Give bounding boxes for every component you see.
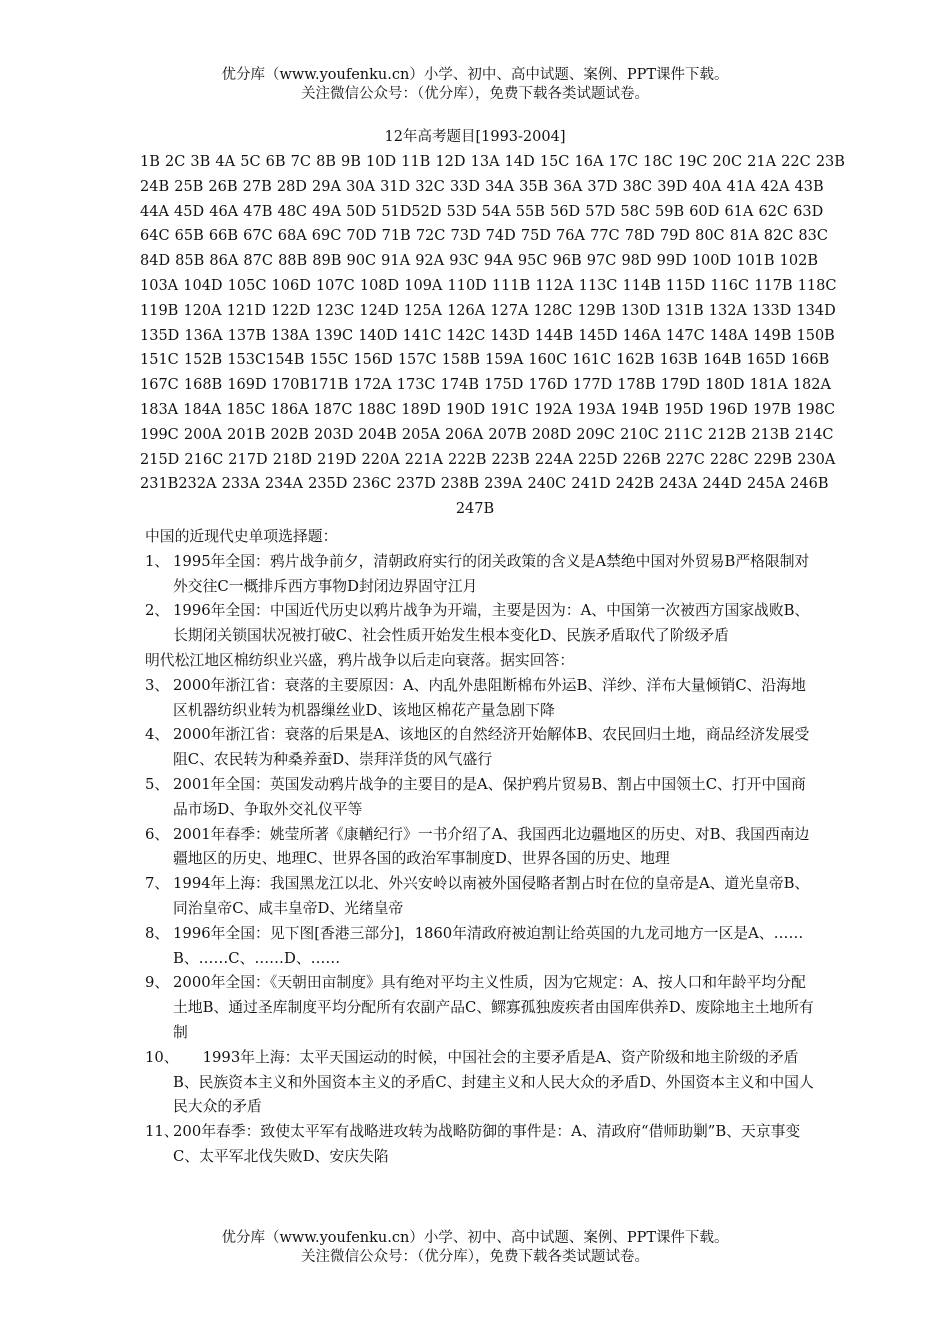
document-title: 12年高考题目[1993-2004] bbox=[384, 129, 566, 145]
answer-line: 231B232A 233A 234A 235D 236C 237D 238B 239A 240C 241D 242B 243A 244D 245A 246B bbox=[140, 476, 829, 493]
answer-line: 183A 184A 185C 186A 187C 188C 189D 190D 191C 192A 193A 194B 195D 196D 197B 198C bbox=[140, 401, 836, 418]
footer-line-2: 关注微信公众号：（优分库），免费下载各类试题试卷。 bbox=[301, 1249, 649, 1265]
question-text: 200年春季：致使太平军有战略进攻转为战略防御的事件是：A、清政府“借师助剿”B、天京事变C、太平军北伐失败D、安庆失陷 bbox=[173, 1123, 801, 1165]
question-item bbox=[145, 823, 820, 873]
question-number: 6、 bbox=[145, 825, 170, 843]
answer-line: 135D 136A 137B 138A 139C 140D 141C 142C 143D 144B 145D 146A 147C 148A 149B 150B bbox=[140, 327, 835, 344]
answer-line: 199C 200A 201B 202B 203D 204B 205A 206A 207B 208D 209C 210C 211C 212B 213B 214C bbox=[140, 426, 834, 443]
question-number: 4、 bbox=[145, 726, 170, 744]
question-number: 2、 bbox=[145, 602, 170, 620]
answer-key bbox=[140, 150, 845, 522]
header-line-2: 关注微信公众号：（优分库），免费下载各类试题试卷。 bbox=[301, 86, 649, 102]
answer-line: 151C 152B 153C154B 155C 156D 157C 158B 159A 160C 161C 162B 163B 164B 165D 166B bbox=[140, 352, 830, 369]
question-text: 1996年全国：中国近代历史以鸦片战争为开端，主要是因为：A、中国第一次被西方国家战败B、长期闭关锁国状况被打破C、社会性质开始发生根本变化D、民族矛盾取代了阶级矛盾 bbox=[173, 602, 810, 645]
question-item bbox=[145, 599, 820, 649]
header-line-1: 优分库（www.youfenku.cn）小学、初中、高中试题、案例、PPT课件下载。 bbox=[221, 67, 729, 83]
question-text: 1993年上海：太平天国运动的时候，中国社会的主要矛盾是A、资产阶级和地主阶级的矛盾B、民族资本主义和外国资本主义的矛盾C、封建主义和人民大众的矛盾D、外国资本主义和中国人民大众的矛盾 bbox=[173, 1048, 814, 1116]
question-number: 1、 bbox=[145, 552, 170, 570]
question-item bbox=[145, 773, 820, 823]
question-item bbox=[145, 872, 820, 922]
question-item bbox=[145, 674, 820, 724]
answer-line: 64C 65B 66B 67C 68A 69C 70D 71B 72C 73D 74D 75D 76A 77C 78D 79D 80C 81A 82C 83C bbox=[140, 228, 828, 245]
answer-line: 167C 168B 169D 170B171B 172A 173C 174B 175D 176D 177D 178B 179D 180D 181A 182A bbox=[140, 377, 831, 394]
question-text: 2000年全国：《天朝田亩制度》具有绝对平均主义性质，因为它规定：A、按人口和年龄平均分配土地B、通过圣库制度平均分配所有农副产品C、鳏寡孤独废疾者由国库供养D、废除地主土地所有制 bbox=[173, 974, 814, 1041]
question-item bbox=[145, 971, 820, 1045]
page-header bbox=[0, 66, 950, 104]
answer-line: 24B 25B 26B 27B 28D 29A 30A 31D 32C 33D 34A 35B 36A 37D 38C 39D 40A 41A 42A 43B bbox=[140, 178, 824, 195]
section-note: 明代松江地区棉纺织业兴盛，鸦片战争以后走向衰落。据实回答： bbox=[145, 651, 575, 669]
answer-line: 84D 85B 86A 87C 88B 89B 90C 91A 92A 93C 94A 95C 96B 97C 98D 99D 100D 101B 102B bbox=[140, 253, 818, 270]
question-text: 1994年上海：我国黑龙江以北、外兴安岭以南被外国侵略者割占时在位的皇帝是A、道光皇帝B、同治皇帝C、咸丰皇帝D、光绪皇帝 bbox=[173, 875, 810, 917]
question-item bbox=[145, 1046, 820, 1120]
section-heading: 中国的近现代史单项选择题： bbox=[145, 528, 338, 545]
question-number: 9、 bbox=[145, 974, 170, 992]
question-text: 2000年浙江省：衰落的后果是A、该地区的自然经济开始解体B、农民回归土地，商品经济发展受阻C、农民转为种桑养蚕D、崇拜洋货的风气盛行 bbox=[173, 726, 810, 769]
answer-line: 215D 216C 217D 218D 219D 220A 221A 222B 223B 224A 225D 226B 227C 228C 229B 230A bbox=[140, 451, 836, 468]
question-number: 8、 bbox=[145, 924, 170, 942]
answer-line: 119B 120A 121D 122D 123C 124D 125A 126A 127A 128C 129B 130D 131B 132A 133D 134D bbox=[140, 302, 836, 319]
page-footer bbox=[0, 1229, 950, 1267]
question-number: 5、 bbox=[145, 775, 170, 793]
question-number: 10、 bbox=[145, 1048, 179, 1066]
question-item bbox=[145, 723, 820, 773]
footer-line-1: 优分库（www.youfenku.cn）小学、初中、高中试题、案例、PPT课件下载。 bbox=[221, 1230, 729, 1246]
answer-line: 247B bbox=[455, 501, 495, 518]
question-number: 11、 bbox=[145, 1123, 179, 1141]
answer-line: 103A 104D 105C 106D 107C 108D 109A 110D 111B 112A 113C 114B 115D 116C 117B 118C bbox=[140, 277, 837, 294]
question-text: 2000年浙江省：衰落的主要原因：A、内乱外患阻断棉布外运B、洋纱、洋布大量倾销C、沿海地区机器纺织业转为机器缫丝业D、该地区棉花产量急剧下降 bbox=[173, 676, 806, 719]
answer-line: 44A 45D 46A 47B 48C 49A 50D 51D52D 53D 54A 55B 56D 57D 58C 59B 60D 61A 62C 63D bbox=[140, 203, 824, 220]
question-number: 3、 bbox=[145, 676, 170, 694]
question-item bbox=[145, 922, 820, 972]
question-text: 2001年春季：姚莹所著《康輶纪行》一书介绍了A、我国西北边疆地区的历史、对B、我国西南边疆地区的历史、地理C、世界各国的政治军事制度D、世界各国的历史、地理 bbox=[173, 825, 810, 868]
question-text: 1995年全国：鸦片战争前夕，清朝政府实行的闭关政策的含义是A禁绝中国对外贸易B严格限制对外交往C一概排斥西方事物D封闭边界固守江月 bbox=[173, 552, 810, 595]
question-number: 7、 bbox=[145, 875, 170, 893]
question-text: 2001年全国：英国发动鸦片战争的主要目的是A、保护鸦片贸易B、割占中国领土C、打开中国商品市场D、争取外交礼仪平等 bbox=[173, 775, 806, 818]
question-section bbox=[145, 525, 820, 1170]
question-item bbox=[145, 550, 820, 600]
question-text: 1996年全国：见下图[香港三部分]，1860年清政府被迫割让给英国的九龙司地方一区是A、……B、……C、……D、…… bbox=[173, 924, 804, 967]
answer-line: 1B 2C 3B 4A 5C 6B 7C 8B 9B 10D 11B 12D 13A 14D 15C 16A 17C 18C 19C 20C 21A 22C 23B bbox=[140, 154, 845, 170]
question-item bbox=[145, 1120, 820, 1170]
